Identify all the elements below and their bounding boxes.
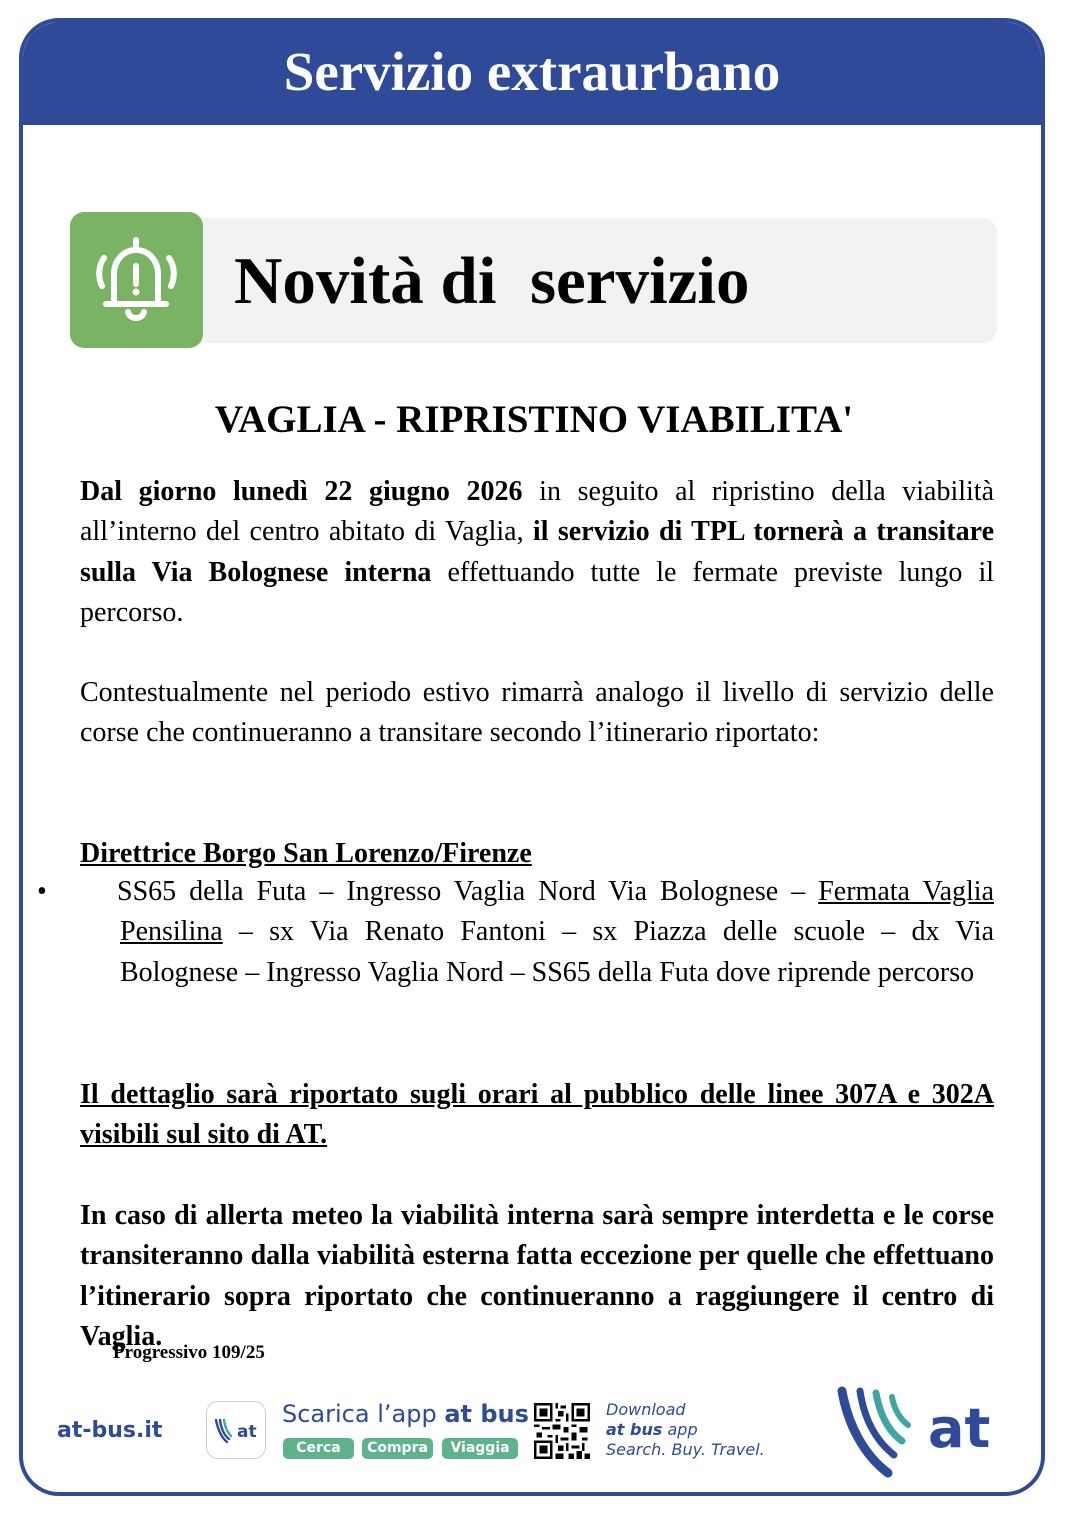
pill-cerca: Cerca [283,1438,354,1459]
pill-viaggia: Viaggia [442,1438,518,1459]
intro-text-a: in seguito al ripristino della viabilità all’interno del centro abitato di Vaglia, [80,476,995,548]
download-app-name: at bus [606,1420,663,1439]
download-line1: Download [606,1400,686,1419]
download-line2 [606,1420,765,1440]
app-promo [282,1400,529,1428]
detail-note: Il dettaglio sarà riportato sugli orari al pubblico delle linee 307A e 302A visibili sul sito di AT. [80,1079,994,1151]
intro-date: Dal giorno lunedì 22 giugno 2026 [80,476,523,507]
notice-title: Novità di servizio [234,244,750,318]
route-description [117,872,995,993]
at-logo-text: at [928,1397,991,1460]
at-logo-icon [834,1385,999,1480]
app-icon [206,1401,266,1459]
download-app-suffix: app [662,1420,698,1439]
app-icon-graphic [213,1416,261,1446]
footer-website: at-bus.it [57,1418,163,1443]
route-stop: Fermata Vaglia Pensilina [120,876,994,948]
bullet-dot: • [37,876,47,907]
download-line3: Search. Buy. Travel. [606,1440,765,1459]
intro-text-b: effettuando tutte le fermate previste lungo il percorso. [80,556,994,628]
qr-code-icon [534,1403,590,1459]
allerta-note: In caso di allerta meteo la viabilità interna sarà sempre interdetta e le corse transiteranno dalla viabilità esterna fatta eccezione per quelle che effettuano l’itinerario sopra riportato che continueranno a raggiungere il centro di Vaglia. [80,1200,994,1352]
paragraph-intro [80,472,994,633]
bell-alert-icon [90,230,183,330]
route-text-b: – sx Via Renato Fantoni – sx Piazza delle scuole – dx Via Bolognese – Ingresso Vaglia Nord – SS65 della Futa dove riprende percorso [120,916,995,988]
notice-headline: VAGLIA - RIPRISTINO VIABILITA' [214,398,854,441]
intro-highlight: il servizio di TPL tornerà a transitare sulla Via Bolognese interna [80,516,994,588]
pill-compra: Compra [362,1438,433,1459]
route-text-a: SS65 della Futa – Ingresso Vaglia Nord Via Bolognese – [117,876,806,907]
app-promo-name: at bus [444,1400,529,1428]
progressivo-number: Progressivo 109/25 [113,1342,265,1363]
download-note [606,1400,765,1460]
header-title: Servizio extraurbano [283,41,781,102]
bell-badge [70,212,203,348]
app-promo-prefix: Scarica l’app [282,1400,445,1428]
app-icon-text: at [237,1422,257,1442]
paragraph-context: Contestualmente nel periodo estivo rimarrà analogo il livello di servizio delle corse che continueranno a transitare secondo l’itinerario riportato: [80,677,994,749]
header-band [23,22,1041,125]
direttrice-heading: Direttrice Borgo San Lorenzo/Firenze [80,838,532,869]
